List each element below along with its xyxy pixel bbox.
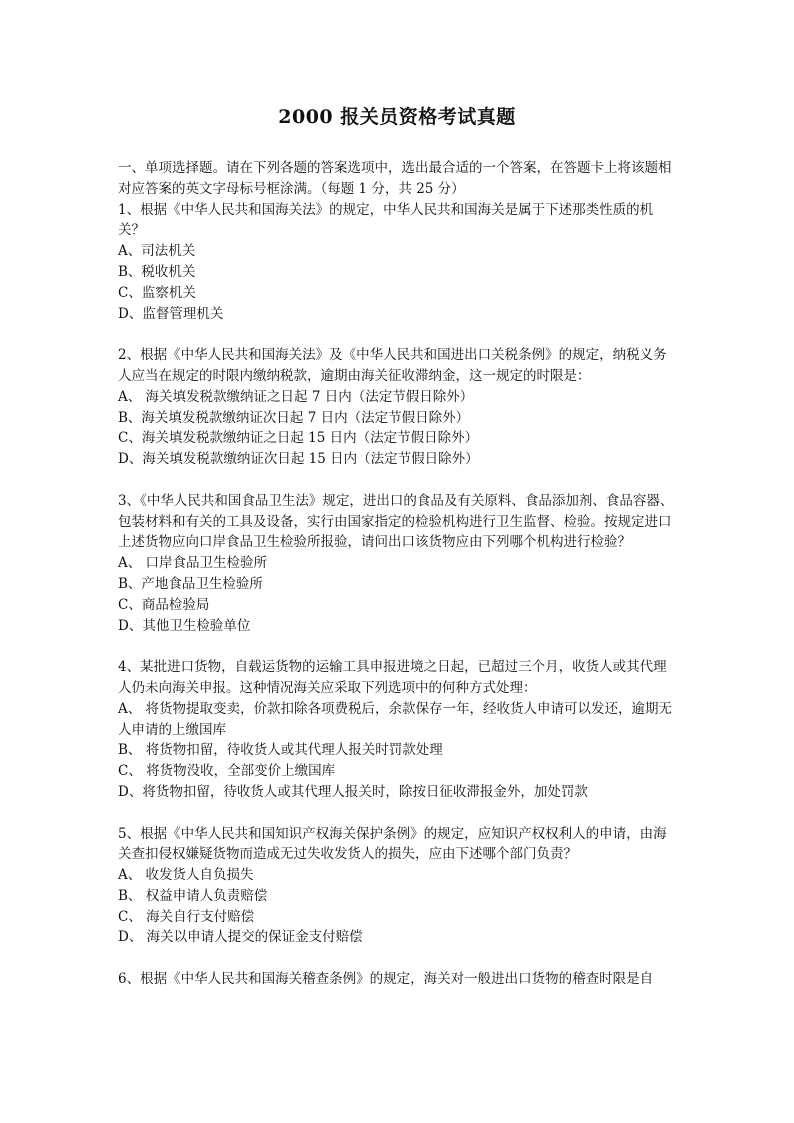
option-c: C、海关填发税款缴纳证之日起 15 日内（法定节假日除外）	[118, 430, 479, 447]
option-a: A、 海关填发税款缴纳证之日起 7 日内（法定节假日除外）	[118, 388, 474, 405]
question-stem: 4、某批进口货物，自载运货物的运输工具申报进境之日起，已超过三个月，收货人或其代理人仍未向海关申报。这种情况海关应采取下列选项中的何种方式处理：	[118, 659, 667, 696]
option-a: A、 收发货人自负损失	[118, 867, 254, 884]
spacer	[118, 803, 676, 824]
spacer	[118, 324, 676, 345]
document-title: 2000 报关员资格考试真题	[278, 106, 516, 128]
question-3	[118, 491, 676, 637]
question-stem: 1、根据《中华人民共和国海关法》的规定，中华人民共和国海关是属于下述那类性质的机关？	[118, 201, 654, 239]
option-d: D、其他卫生检验单位	[118, 617, 251, 634]
option-b: B、税收机关	[118, 263, 196, 280]
option-b: B、 权益申请人负责赔偿	[118, 887, 268, 904]
option-c: C、监察机关	[118, 284, 196, 301]
option-d: D、海关填发税款缴纳证次日起 15 日内（法定节假日除外）	[118, 451, 479, 468]
question-2	[118, 345, 676, 470]
option-a: A、司法机关	[118, 243, 196, 260]
question-stem: 3、《中华人民共和国食品卫生法》规定，进出口的食品及有关原料、食品添加剂、食品容器、包装材料和有关的工具及设备，实行由国家指定的检验机构进行卫生监督、检验。按规定进口上述货物应向口岸食品卫生检验所报验，请问出口该货物应由下列哪个机构进行检验？	[118, 492, 674, 551]
option-c: C、 海关自行支付赔偿	[118, 908, 255, 925]
question-stem: 2、根据《中华人民共和国海关法》及《中华人民共和国进出口关税条例》的规定，纳税义务人应当在规定的时限内缴纳税款，逾期由海关征收滞纳金，这一规定的时限是：	[118, 347, 667, 384]
option-b: B、 将货物扣留，待收货人或其代理人报关时罚款处理	[118, 742, 443, 759]
option-d: D、监督管理机关	[118, 305, 224, 322]
option-c: C、商品检验局	[118, 596, 210, 613]
option-a: A、 口岸食品卫生检验所	[118, 555, 268, 572]
spacer	[118, 470, 676, 491]
document-body	[118, 158, 676, 990]
question-5	[118, 824, 676, 949]
option-d: D、将货物扣留，待收货人或其代理人报关时，除按日征收滞报金外，加处罚款	[118, 783, 588, 800]
option-b: B、产地食品卫生检验所	[118, 575, 263, 592]
option-a: A、 将货物提取变卖，价款扣除各项费税后，余款保存一年，经收货人申请可以发还，逾期无人申请的上缴国库	[118, 700, 673, 738]
question-stem: 6、根据《中华人民共和国海关稽查条例》的规定，海关对一般进出口货物的稽查时限是自	[118, 971, 654, 988]
option-d: D、 海关以申请人提交的保证金支付赔偿	[118, 929, 363, 946]
option-b: B、海关填发税款缴纳证次日起 7 日内（法定节假日除外）	[118, 409, 470, 426]
question-1	[118, 200, 676, 325]
spacer	[118, 636, 676, 657]
question-stem: 5、根据《中华人民共和国知识产权海关保护条例》的规定，应知识产权权利人的申请，由海关查扣侵权嫌疑货物而造成无过失收发货人的损失，应由下述哪个部门负责？	[118, 825, 667, 863]
question-6	[118, 969, 676, 990]
question-4	[118, 657, 676, 803]
section-heading: 一、单项选择题。请在下列各题的答案选项中，选出最合适的一个答案，在答题卡上将该题相对应答案的英文字母标号框涂满。（每题 1 分，共 25 分）	[118, 160, 672, 197]
option-c: C、 将货物没收，全部变价上缴国库	[118, 763, 336, 780]
spacer	[118, 948, 676, 969]
